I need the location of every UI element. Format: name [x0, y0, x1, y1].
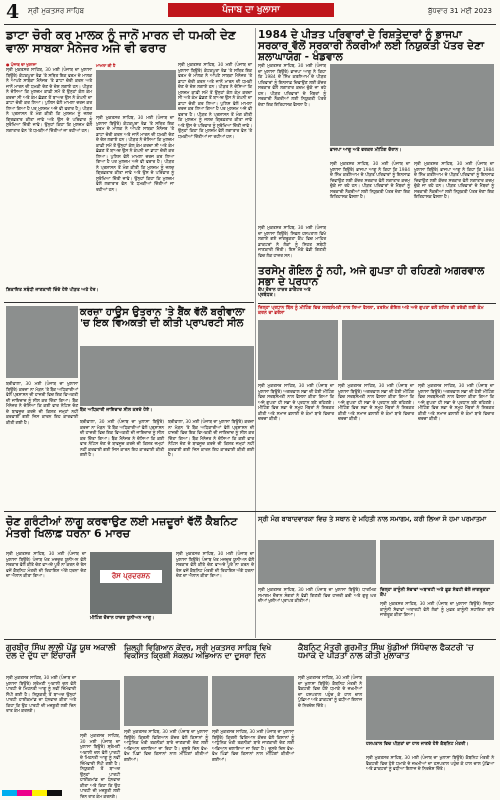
- story6-body-col2: ਸ੍ਰੀ ਮੁਕਤਸਰ ਸਾਹਿਬ, 30 ਮਈ (ਪੰਜਾਬ ਦਾ ਖੁਲਾਸਾ ਬਿਊਰੋ) ਪੰਜਾਬ ਖੇਤ ਮਜ਼ਦੂਰ ਯੂਨੀਅਨ ਵੱਲੋਂ ਸਰਕਾਰ ਵੱਲੋਂ ਕੀਤੇ ਚੋਣ ਵਾਅਦੇ ਪੂਰੇ ਨਾ ਕਰਨ ਦੇ ਰੋਸ ਵਜੋਂ ਕੈਬਨਿਟ ਮੰਤਰੀ ਦੀ ਰਿਹਾਇਸ਼ ਅੱਗੇ ਧਰਨਾ ਦੇਣ ਦਾ ਐਲਾਨ ਕੀਤਾ ਗਿਆ।: [176, 552, 254, 579]
- story5-subhead: ਜਿਲ੍ਹਾ ਪ੍ਰਧਾਨ ਬਿੱਲ ਨੂੰ ਮੀਟਿੰਗ ਵਿਚ ਸਰਬਸੰਮਤੀ ਨਾਲ ਲਿਆ ਫੈਸਲਾ, ਤਰਸੇਮ ਗੋਇਲ ਅਤੇ ਅਜੇ ਗੁਪਤਾ ਵਲੋਂ ਸ਼ਹਿਰ ਦੀ ਤਰੱਕੀ ਲਈ ਕੰਮ ਕਰਨ ਦਾ ਭਰੋਸਾ: [258, 306, 484, 317]
- top-rule: [4, 24, 496, 25]
- color-registration-bar: [2, 790, 62, 796]
- story5-photo-right: [342, 320, 494, 380]
- story3-caption: ਕੈਂਪ ਦੌਰਾਨ ਹਾਜ਼ਰ ਡਾਕਟਰ ਅਤੇ ਪ੍ਰਬੰਧਕ।: [258, 288, 311, 299]
- story7-portrait: [80, 680, 120, 730]
- story6-headline: ਚੋਣ ਗਰੰਟੀਆਂ ਲਾਗੂ ਕਰਵਾਉਣ ਲਈ ਮਜ਼ਦੂਰਾਂ ਵੱਲੋਂ ਕੈਬਨਿਟ ਮੰਤਰੀ ਖਿਲਾਫ਼ ਧਰਨਾ 6 ਮਾਰਚ: [6, 515, 238, 540]
- story5-photo-left: [258, 320, 338, 380]
- story8-body-col2: ਸ੍ਰੀ ਮੁਕਤਸਰ ਸਾਹਿਬ, 30 ਮਈ (ਪੰਜਾਬ ਦਾ ਖੁਲਾਸਾ ਬਿਊਰੋ) ਕ੍ਰਿਸ਼ੀ ਵਿਗਿਆਨ ਕੇਂਦਰ ਵੱਲੋਂ ਕਿਸਾਨਾਂ ਨੂੰ ਆਧੁਨਿਕ ਖੇਤੀ ਤਕਨੀਕਾਂ ਬਾਰੇ ਜਾਣਕਾਰੀ ਦੇਣ ਲਈ ਅਭਿਆਨ ਚਲਾਇਆ ਜਾ ਰਿਹਾ ਹੈ। ਦੂਸਰੇ ਦਿਨ ਵੱਖ-ਵੱਖ ਪਿੰਡਾਂ ਵਿਚ ਕਿਸਾਨਾਂ ਨਾਲ ਮੀਟਿੰਗਾਂ ਕੀਤੀਆਂ ਗਈਆਂ।: [212, 730, 294, 763]
- story4-body-col1: ਬਰੀਵਾਲਾ, 30 ਮਈ (ਪੰਜਾਬ ਦਾ ਖੁਲਾਸਾ ਬਿਊਰੋ) ਕਰਜ਼ਾ ਨਾ ਮੋੜਨ 'ਤੇ ਬੈਂਕ ਅਧਿਕਾਰੀਆਂ ਵੱਲੋਂ ਪ੍ਰਸ਼ਾਸਨ ਦੀ ਹਾਜ਼ਰੀ ਵਿਚ ਇਕ ਵਿਅਕਤੀ ਦੀ ਜਾਇਦਾਦ ਨੂੰ ਸੀਲ ਕਰ ਦਿੱਤਾ ਗਿਆ। ਬੈਂਕ ਮੈਨੇਜਰ ਨੇ ਦੱਸਿਆ ਕਿ ਕਈ ਵਾਰ ਨੋਟਿਸ ਦੇਣ ਦੇ ਬਾਵਜੂਦ ਕਰਜ਼ੇ ਦੀ ਕਿਸ਼ਤ ਜਮ੍ਹਾਂ ਨਹੀਂ ਕਰਵਾਈ ਗਈ ਜਿਸ ਕਾਰਨ ਇਹ ਕਾਰਵਾਈ ਕੀਤੀ ਗਈ ਹੈ।: [6, 382, 79, 426]
- story10-headline: ਜ਼ਿਲ੍ਹਾ ਕਾਨੂੰਨੀ ਸੇਵਾਵਾਂ ਅਥਾਰਟੀ ਅਤੇ ਫ਼ੂਡ ਸੇਫਟੀ ਵੱਲੋਂ ਜਾਗਰੂਕਤਾ ਕੈਂਪ: [380, 588, 490, 599]
- masthead: [0, 0, 500, 22]
- story4-headline: ਕਰਜ਼ਾ ਹਾਊਸ ਉਤਰਾਨ 'ਤੇ ਬੈਂਕ ਵੱਲੋਂ ਬਰੀਵਾਲਾ 'ਚ ਇਕ ਵਿਅਕਤੀ ਦੀ ਕੀਤੀ ਪ੍ਰਾਪਰਟੀ ਸੀਲ: [80, 307, 245, 329]
- story6-body-col1: ਸ੍ਰੀ ਮੁਕਤਸਰ ਸਾਹਿਬ, 30 ਮਈ (ਪੰਜਾਬ ਦਾ ਖੁਲਾਸਾ ਬਿਊਰੋ) ਪੰਜਾਬ ਖੇਤ ਮਜ਼ਦੂਰ ਯੂਨੀਅਨ ਵੱਲੋਂ ਸਰਕਾਰ ਵੱਲੋਂ ਕੀਤੇ ਚੋਣ ਵਾਅਦੇ ਪੂਰੇ ਨਾ ਕਰਨ ਦੇ ਰੋਸ ਵਜੋਂ ਕੈਬਨਿਟ ਮੰਤਰੀ ਦੀ ਰਿਹਾਇਸ਼ ਅੱਗੇ ਧਰਨਾ ਦੇਣ ਦਾ ਐਲਾਨ ਕੀਤਾ ਗਿਆ।: [6, 552, 86, 579]
- story4-body-col3: ਬਰੀਵਾਲਾ, 30 ਮਈ (ਪੰਜਾਬ ਦਾ ਖੁਲਾਸਾ ਬਿਊਰੋ) ਕਰਜ਼ਾ ਨਾ ਮੋੜਨ 'ਤੇ ਬੈਂਕ ਅਧਿਕਾਰੀਆਂ ਵੱਲੋਂ ਪ੍ਰਸ਼ਾਸਨ ਦੀ ਹਾਜ਼ਰੀ ਵਿਚ ਇਕ ਵਿਅਕਤੀ ਦੀ ਜਾਇਦਾਦ ਨੂੰ ਸੀਲ ਕਰ ਦਿੱਤਾ ਗਿਆ। ਬੈਂਕ ਮੈਨੇਜਰ ਨੇ ਦੱਸਿਆ ਕਿ ਕਈ ਵਾਰ ਨੋਟਿਸ ਦੇਣ ਦੇ ਬਾਵਜੂਦ ਕਰਜ਼ੇ ਦੀ ਕਿਸ਼ਤ ਜਮ੍ਹਾਂ ਨਹੀਂ ਕਰਵਾਈ ਗਈ ਜਿਸ ਕਾਰਨ ਇਹ ਕਾਰਵਾਈ ਕੀਤੀ ਗਈ ਹੈ।: [168, 420, 254, 458]
- paper-name: ਸ੍ਰੀ ਮੁਕਤਸਰ ਸਾਹਿਬ: [28, 7, 85, 15]
- story4-caption: ਬੈਂਕ ਅਧਿਕਾਰੀ ਜਾਇਦਾਦ ਸੀਲ ਕਰਦੇ ਹੋਏ।: [80, 408, 153, 413]
- story9-body-col2: ਸ੍ਰੀ ਮੁਕਤਸਰ ਸਾਹਿਬ, 30 ਮਈ (ਪੰਜਾਬ ਦਾ ਖੁਲਾਸਾ ਬਿਊਰੋ) ਕੈਬਨਿਟ ਮੰਤਰੀ ਨੇ ਫੈਕਟਰੀ ਵਿਚ ਹੋਏ ਧਮਾਕੇ ਦੇ ਜ਼ਖਮੀਆਂ ਦਾ ਹਸਪਤਾਲ ਪਹੁੰਚ ਕੇ ਹਾਲ ਚਾਲ ਪੁੱਛਿਆ ਅਤੇ ਡਾਕਟਰਾਂ ਨੂੰ ਵਧੀਆ ਇਲਾਜ ਦੇ ਨਿਰਦੇਸ਼ ਦਿੱਤੇ।: [366, 756, 494, 772]
- story1-body-col3: ਸ੍ਰੀ ਮੁਕਤਸਰ ਸਾਹਿਬ, 30 ਮਈ (ਪੰਜਾਬ ਦਾ ਖੁਲਾਸਾ ਬਿਊਰੋ) ਕੋਟਕਪੂਰਾ ਰੋਡ 'ਤੇ ਸਥਿਤ ਇਕ ਫਰਮ ਦੇ ਮਾਲਕ ਨੇ ਆਪਣੇ ਸਾਬਕਾ ਮੈਨੇਜਰ 'ਤੇ ਡਾਟਾ ਚੋਰੀ ਕਰਨ ਅਤੇ ਜਾਨੋਂ ਮਾਰਨ ਦੀ ਧਮਕੀ ਦੇਣ ਦੇ ਦੋਸ਼ ਲਗਾਏ ਹਨ। ਪੀੜਤ ਨੇ ਦੱਸਿਆ ਕਿ ਮੁਲਜ਼ਮ ਕਾਫ਼ੀ ਸਮੇਂ ਤੋਂ ਉਨ੍ਹਾਂ ਕੋਲ ਕੰਮ ਕਰਦਾ ਸੀ ਅਤੇ ਕੰਮ ਛੱਡਣ ਤੋਂ ਬਾਅਦ ਉਸ ਨੇ ਕੰਪਨੀ ਦਾ ਡਾਟਾ ਚੋਰੀ ਕਰ ਲਿਆ। ਪੁਲਿਸ ਵੱਲੋਂ ਮਾਮਲਾ ਦਰਜ ਕਰ ਲਿਆ ਗਿਆ ਹੈ ਪਰ ਮੁਲਜ਼ਮ ਅਜੇ ਵੀ ਫਰਾਰ ਹੈ। ਪੀੜਤ ਨੇ ਪ੍ਰਸ਼ਾਸਨ ਤੋਂ ਮੰਗ ਕੀਤੀ ਕਿ ਮੁਲਜ਼ਮ ਨੂੰ ਜਲਦ ਗ੍ਰਿਫ਼ਤਾਰ ਕੀਤਾ ਜਾਵੇ ਅਤੇ ਉਸ ਦੇ ਪਰਿਵਾਰ ਨੂੰ ਸੁਰੱਖਿਆ ਦਿੱਤੀ ਜਾਵੇ। ਉਨ੍ਹਾਂ ਕਿਹਾ ਕਿ ਮੁਲਜ਼ਮ ਵੱਲੋਂ ਲਗਾਤਾਰ ਫੋਨ 'ਤੇ ਧਮਕੀਆਂ ਦਿੱਤੀਆਂ ਜਾ ਰਹੀਆਂ ਹਨ।: [178, 63, 252, 140]
- story2-body-col3: ਸ੍ਰੀ ਮੁਕਤਸਰ ਸਾਹਿਬ, 30 ਮਈ (ਪੰਜਾਬ ਦਾ ਖੁਲਾਸਾ ਬਿਊਰੋ) ਭਾਜਪਾ ਆਗੂ ਨੇ ਕਿਹਾ ਕਿ 1984 ਦੇ ਸਿੱਖ ਕਤਲੇਆਮ ਦੇ ਪੀੜਤ ਪਰਿਵਾਰਾਂ ਨੂੰ ਇਨਸਾਫ਼ ਦਿਵਾਉਣ ਲਈ ਕੇਂਦਰ ਸਰਕਾਰ ਵੱਲੋਂ ਲਗਾਤਾਰ ਕਦਮ ਚੁੱਕੇ ਜਾ ਰਹੇ ਹਨ। ਪੀੜਤ ਪਰਿਵਾਰਾਂ ਦੇ ਮੈਂਬਰਾਂ ਨੂੰ ਸਰਕਾਰੀ ਨੌਕਰੀਆਂ ਲਈ ਨਿਯੁਕਤੀ ਪੱਤਰ ਦੇਣਾ ਇਕ ਇਤਿਹਾਸਕ ਫੈਸਲਾ ਹੈ।: [414, 162, 494, 200]
- story2-photo: [330, 64, 494, 146]
- section-banner: ਪੰਜਾਬ ਦਾ ਖੁਲਾਸਾ: [168, 3, 334, 17]
- story6-photo: [90, 552, 172, 614]
- story3-body: ਸ੍ਰੀ ਮੁਕਤਸਰ ਸਾਹਿਬ, 30 ਮਈ (ਪੰਜਾਬ ਦਾ ਖੁਲਾਸਾ ਬਿਊਰੋ) ਸਿਵਲ ਹਸਪਤਾਲ ਵਿਖੇ ਲਗਾਏ ਗਏ ਜਾਗਰੂਕਤਾ ਕੈਂਪ ਵਿਚ ਮਾਹਿਰ ਡਾਕਟਰਾਂ ਨੇ ਲੋਕਾਂ ਨੂੰ ਸਿਹਤ ਸਬੰਧੀ ਜਾਣਕਾਰੀ ਦਿੱਤੀ। ਇਸ ਮੌਕੇ ਵੱਡੀ ਗਿਣਤੀ ਵਿਚ ਲੋਕ ਹਾਜ਼ਰ ਸਨ।: [258, 226, 326, 259]
- rule-left-1: [4, 302, 254, 303]
- story4-body-col2: ਬਰੀਵਾਲਾ, 30 ਮਈ (ਪੰਜਾਬ ਦਾ ਖੁਲਾਸਾ ਬਿਊਰੋ) ਕਰਜ਼ਾ ਨਾ ਮੋੜਨ 'ਤੇ ਬੈਂਕ ਅਧਿਕਾਰੀਆਂ ਵੱਲੋਂ ਪ੍ਰਸ਼ਾਸਨ ਦੀ ਹਾਜ਼ਰੀ ਵਿਚ ਇਕ ਵਿਅਕਤੀ ਦੀ ਜਾਇਦਾਦ ਨੂੰ ਸੀਲ ਕਰ ਦਿੱਤਾ ਗਿਆ। ਬੈਂਕ ਮੈਨੇਜਰ ਨੇ ਦੱਸਿਆ ਕਿ ਕਈ ਵਾਰ ਨੋਟਿਸ ਦੇਣ ਦੇ ਬਾਵਜੂਦ ਕਰਜ਼ੇ ਦੀ ਕਿਸ਼ਤ ਜਮ੍ਹਾਂ ਨਹੀਂ ਕਰਵਾਈ ਗਈ ਜਿਸ ਕਾਰਨ ਇਹ ਕਾਰਵਾਈ ਕੀਤੀ ਗਈ ਹੈ।: [80, 420, 164, 458]
- story10-photo: [380, 540, 494, 584]
- story11-photo: [258, 540, 376, 584]
- story5-body-col1: ਸ੍ਰੀ ਮੁਕਤਸਰ ਸਾਹਿਬ, 30 ਮਈ (ਪੰਜਾਬ ਦਾ ਖੁਲਾਸਾ ਬਿਊਰੋ) ਅਗਰਵਾਲ ਸਭਾ ਦੀ ਹੋਈ ਮੀਟਿੰਗ ਵਿਚ ਸਰਬਸੰਮਤੀ ਨਾਲ ਫੈਸਲਾ ਕੀਤਾ ਗਿਆ ਕਿ ਅਜੇ ਗੁਪਤਾ ਹੀ ਸਭਾ ਦੇ ਪ੍ਰਧਾਨ ਬਣੇ ਰਹਿਣਗੇ। ਮੀਟਿੰਗ ਵਿਚ ਸਭਾ ਦੇ ਸਮੂਹ ਮੈਂਬਰਾਂ ਨੇ ਸ਼ਿਰਕਤ ਕੀਤੀ ਅਤੇ ਸਮਾਜ ਭਲਾਈ ਦੇ ਕੰਮਾਂ ਬਾਰੇ ਵਿਚਾਰ ਚਰਚਾ ਕੀਤੀ।: [258, 384, 334, 422]
- story9-caption: ਹਸਪਤਾਲ ਵਿਚ ਪੀੜਤਾਂ ਦਾ ਹਾਲ ਜਾਣਦੇ ਹੋਏ ਕੈਬਨਿਟ ਮੰਤਰੀ।: [366, 742, 469, 747]
- story2-caption: ਭਾਜਪਾ ਆਗੂ ਅਤੇ ਵਰਕਰ ਮੀਟਿੰਗ ਦੌਰਾਨ।: [330, 148, 402, 153]
- story2-headline: 1984 ਦੇ ਪੀੜਤ ਪਰਿਵਾਰਾਂ ਦੇ ਰਿਸ਼ਤੇਦਾਰਾਂ ਨੂੰ ਭਾਜਪਾ ਸਰਕਾਰ ਵੱਲੋਂ ਸਰਕਾਰੀ ਨੌਕਰੀਆਂ ਲਈ ਨਿਯੁਕਤੀ ਪੱਤਰ ਦੇਣਾ ਸ਼ਲਾਘਾਯੋਗ - ਖੰਡਵਾਲ: [258, 29, 484, 64]
- story11-headline: ਸ੍ਰੀ ਮੰਗ ਬਾਬਾਦਵਾਰਕਾ ਵਿਚ ਤੇ ਸਥਾਨ ਦੇ ਮਹਿਤੀ ਨਾਲ ਸਮਾਗਮ, ਕਰੀ ਲਿਆ ਸੋ ਹਮਾ ਪਰਮਾਤਮਾ: [258, 515, 487, 523]
- story8-photo-1: [124, 676, 208, 726]
- issue-date: ਬੁੱਧਵਾਰ 31 ਮਈ 2023: [427, 7, 492, 15]
- page-number: 4: [6, 1, 20, 23]
- rule-middle: [4, 511, 496, 512]
- story5-body-col3: ਸ੍ਰੀ ਮੁਕਤਸਰ ਸਾਹਿਬ, 30 ਮਈ (ਪੰਜਾਬ ਦਾ ਖੁਲਾਸਾ ਬਿਊਰੋ) ਅਗਰਵਾਲ ਸਭਾ ਦੀ ਹੋਈ ਮੀਟਿੰਗ ਵਿਚ ਸਰਬਸੰਮਤੀ ਨਾਲ ਫੈਸਲਾ ਕੀਤਾ ਗਿਆ ਕਿ ਅਜੇ ਗੁਪਤਾ ਹੀ ਸਭਾ ਦੇ ਪ੍ਰਧਾਨ ਬਣੇ ਰਹਿਣਗੇ। ਮੀਟਿੰਗ ਵਿਚ ਸਭਾ ਦੇ ਸਮੂਹ ਮੈਂਬਰਾਂ ਨੇ ਸ਼ਿਰਕਤ ਕੀਤੀ ਅਤੇ ਸਮਾਜ ਭਲਾਈ ਦੇ ਕੰਮਾਂ ਬਾਰੇ ਵਿਚਾਰ ਚਰਚਾ ਕੀਤੀ।: [418, 384, 494, 422]
- story7-body: ਸ੍ਰੀ ਮੁਕਤਸਰ ਸਾਹਿਬ, 30 ਮਈ (ਪੰਜਾਬ ਦਾ ਖੁਲਾਸਾ ਬਿਊਰੋ) ਸ਼੍ਰੋਮਣੀ ਅਕਾਲੀ ਦਲ ਵੱਲੋਂ ਪਾਰਟੀ ਦੇ ਮਿਹਨਤੀ ਆਗੂ ਨੂੰ ਨਵੀਂ ਜ਼ਿੰਮੇਵਾਰੀ ਸੌਂਪੀ ਗਈ ਹੈ। ਨਿਯੁਕਤੀ ਤੋਂ ਬਾਅਦ ਉਨ੍ਹਾਂ ਪਾਰਟੀ ਹਾਈਕਮਾਂਡ ਦਾ ਧੰਨਵਾਦ ਕੀਤਾ ਅਤੇ ਕਿਹਾ ਕਿ ਉਹ ਪਾਰਟੀ ਦੀ ਮਜ਼ਬੂਤੀ ਲਈ ਦਿਨ ਰਾਤ ਕੰਮ ਕਰਨਗੇ।: [6, 676, 76, 714]
- story7-body-col2: ਸ੍ਰੀ ਮੁਕਤਸਰ ਸਾਹਿਬ, 30 ਮਈ (ਪੰਜਾਬ ਦਾ ਖੁਲਾਸਾ ਬਿਊਰੋ) ਸ਼੍ਰੋਮਣੀ ਅਕਾਲੀ ਦਲ ਵੱਲੋਂ ਪਾਰਟੀ ਦੇ ਮਿਹਨਤੀ ਆਗੂ ਨੂੰ ਨਵੀਂ ਜ਼ਿੰਮੇਵਾਰੀ ਸੌਂਪੀ ਗਈ ਹੈ। ਨਿਯੁਕਤੀ ਤੋਂ ਬਾਅਦ ਉਨ੍ਹਾਂ ਪਾਰਟੀ ਹਾਈਕਮਾਂਡ ਦਾ ਧੰਨਵਾਦ ਕੀਤਾ ਅਤੇ ਕਿਹਾ ਕਿ ਉਹ ਪਾਰਟੀ ਦੀ ਮਜ਼ਬੂਤੀ ਲਈ ਦਿਨ ਰਾਤ ਕੰਮ ਕਰਨਗੇ।: [80, 734, 120, 800]
- rule-lower: [4, 639, 496, 640]
- story6-caption: ਮੀਟਿੰਗ ਦੌਰਾਨ ਹਾਜ਼ਰ ਯੂਨੀਅਨ ਆਗੂ।: [90, 616, 155, 621]
- story9-headline: ਕੈਬਨਿਟ ਮੰਤਰੀ ਗੁਰਮੀਤ ਸਿੰਘ ਖੁੱਡੀਆਂ ਸਿੱਧੋਵਾਲ ਫੈਕਟਰੀ 'ਚ ਧਮਾਕੇ ਦੇ ਪੀੜਤਾਂ ਨਾਲ ਕੀਤੀ ਮੁਲਾਕਾਤ: [298, 643, 474, 661]
- story1-tag: ● ਪੰਜਾਬ ਦਾ ਖੁਲਾਸਾ: [6, 62, 37, 67]
- story4-photo: [80, 346, 254, 406]
- story7-headline: ਗੁਰਬੀਰ ਸਿੰਘ ਲਾਲੀ ਪੇਂਡੂ ਯੂਥ ਅਕਾਲੀ ਦਲ ਦੇ ਦੁੱਧ ਦਾ ਇੰਚਾਰਜ: [6, 643, 116, 661]
- story1-body-col1: ਸ੍ਰੀ ਮੁਕਤਸਰ ਸਾਹਿਬ, 30 ਮਈ (ਪੰਜਾਬ ਦਾ ਖੁਲਾਸਾ ਬਿਊਰੋ) ਕੋਟਕਪੂਰਾ ਰੋਡ 'ਤੇ ਸਥਿਤ ਇਕ ਫਰਮ ਦੇ ਮਾਲਕ ਨੇ ਆਪਣੇ ਸਾਬਕਾ ਮੈਨੇਜਰ 'ਤੇ ਡਾਟਾ ਚੋਰੀ ਕਰਨ ਅਤੇ ਜਾਨੋਂ ਮਾਰਨ ਦੀ ਧਮਕੀ ਦੇਣ ਦੇ ਦੋਸ਼ ਲਗਾਏ ਹਨ। ਪੀੜਤ ਨੇ ਦੱਸਿਆ ਕਿ ਮੁਲਜ਼ਮ ਕਾਫ਼ੀ ਸਮੇਂ ਤੋਂ ਉਨ੍ਹਾਂ ਕੋਲ ਕੰਮ ਕਰਦਾ ਸੀ ਅਤੇ ਕੰਮ ਛੱਡਣ ਤੋਂ ਬਾਅਦ ਉਸ ਨੇ ਕੰਪਨੀ ਦਾ ਡਾਟਾ ਚੋਰੀ ਕਰ ਲਿਆ। ਪੁਲਿਸ ਵੱਲੋਂ ਮਾਮਲਾ ਦਰਜ ਕਰ ਲਿਆ ਗਿਆ ਹੈ ਪਰ ਮੁਲਜ਼ਮ ਅਜੇ ਵੀ ਫਰਾਰ ਹੈ। ਪੀੜਤ ਨੇ ਪ੍ਰਸ਼ਾਸਨ ਤੋਂ ਮੰਗ ਕੀਤੀ ਕਿ ਮੁਲਜ਼ਮ ਨੂੰ ਜਲਦ ਗ੍ਰਿਫ਼ਤਾਰ ਕੀਤਾ ਜਾਵੇ ਅਤੇ ਉਸ ਦੇ ਪਰਿਵਾਰ ਨੂੰ ਸੁਰੱਖਿਆ ਦਿੱਤੀ ਜਾਵੇ। ਉਨ੍ਹਾਂ ਕਿਹਾ ਕਿ ਮੁਲਜ਼ਮ ਵੱਲੋਂ ਲਗਾਤਾਰ ਫੋਨ 'ਤੇ ਧਮਕੀਆਂ ਦਿੱਤੀਆਂ ਜਾ ਰਹੀਆਂ ਹਨ।: [6, 68, 92, 134]
- story2-body-col1: ਸ੍ਰੀ ਮੁਕਤਸਰ ਸਾਹਿਬ, 30 ਮਈ (ਪੰਜਾਬ ਦਾ ਖੁਲਾਸਾ ਬਿਊਰੋ) ਭਾਜਪਾ ਆਗੂ ਨੇ ਕਿਹਾ ਕਿ 1984 ਦੇ ਸਿੱਖ ਕਤਲੇਆਮ ਦੇ ਪੀੜਤ ਪਰਿਵਾਰਾਂ ਨੂੰ ਇਨਸਾਫ਼ ਦਿਵਾਉਣ ਲਈ ਕੇਂਦਰ ਸਰਕਾਰ ਵੱਲੋਂ ਲਗਾਤਾਰ ਕਦਮ ਚੁੱਕੇ ਜਾ ਰਹੇ ਹਨ। ਪੀੜਤ ਪਰਿਵਾਰਾਂ ਦੇ ਮੈਂਬਰਾਂ ਨੂੰ ਸਰਕਾਰੀ ਨੌਕਰੀਆਂ ਲਈ ਨਿਯੁਕਤੀ ਪੱਤਰ ਦੇਣਾ ਇਕ ਇਤਿਹਾਸਕ ਫੈਸਲਾ ਹੈ।: [258, 64, 326, 108]
- column-divider: [255, 28, 256, 638]
- story1-col2: [96, 63, 176, 113]
- story1-photo: [96, 70, 176, 110]
- story10-body: ਸ੍ਰੀ ਮੁਕਤਸਰ ਸਾਹਿਬ, 30 ਮਈ (ਪੰਜਾਬ ਦਾ ਖੁਲਾਸਾ ਬਿਊਰੋ) ਜ਼ਿਲ੍ਹਾ ਕਾਨੂੰਨੀ ਸੇਵਾਵਾਂ ਅਥਾਰਟੀ ਵੱਲੋਂ ਲੋਕਾਂ ਨੂੰ ਮੁਫ਼ਤ ਕਾਨੂੰਨੀ ਸਹਾਇਤਾ ਬਾਰੇ ਜਾਗਰੂਕ ਕੀਤਾ ਗਿਆ।: [380, 602, 494, 618]
- story6-banner-text: ਰੋਸ ਪ੍ਰਦਰਸ਼ਨ: [100, 570, 162, 583]
- story8-body-col1: ਸ੍ਰੀ ਮੁਕਤਸਰ ਸਾਹਿਬ, 30 ਮਈ (ਪੰਜਾਬ ਦਾ ਖੁਲਾਸਾ ਬਿਊਰੋ) ਕ੍ਰਿਸ਼ੀ ਵਿਗਿਆਨ ਕੇਂਦਰ ਵੱਲੋਂ ਕਿਸਾਨਾਂ ਨੂੰ ਆਧੁਨਿਕ ਖੇਤੀ ਤਕਨੀਕਾਂ ਬਾਰੇ ਜਾਣਕਾਰੀ ਦੇਣ ਲਈ ਅਭਿਆਨ ਚਲਾਇਆ ਜਾ ਰਿਹਾ ਹੈ। ਦੂਸਰੇ ਦਿਨ ਵੱਖ-ਵੱਖ ਪਿੰਡਾਂ ਵਿਚ ਕਿਸਾਨਾਂ ਨਾਲ ਮੀਟਿੰਗਾਂ ਕੀਤੀਆਂ ਗਈਆਂ।: [124, 730, 208, 763]
- story8-photo-2: [212, 676, 294, 726]
- story1-col2-heading: ਮਾਮਲਾ ਕੀ ਹੈ: [96, 63, 116, 68]
- story9-body: ਸ੍ਰੀ ਮੁਕਤਸਰ ਸਾਹਿਬ, 30 ਮਈ (ਪੰਜਾਬ ਦਾ ਖੁਲਾਸਾ ਬਿਊਰੋ) ਕੈਬਨਿਟ ਮੰਤਰੀ ਨੇ ਫੈਕਟਰੀ ਵਿਚ ਹੋਏ ਧਮਾਕੇ ਦੇ ਜ਼ਖਮੀਆਂ ਦਾ ਹਸਪਤਾਲ ਪਹੁੰਚ ਕੇ ਹਾਲ ਚਾਲ ਪੁੱਛਿਆ ਅਤੇ ਡਾਕਟਰਾਂ ਨੂੰ ਵਧੀਆ ਇਲਾਜ ਦੇ ਨਿਰਦੇਸ਼ ਦਿੱਤੇ।: [298, 676, 362, 709]
- story1-caption: ਸ਼ਿਕਾਇਤ ਸਬੰਧੀ ਜਾਣਕਾਰੀ ਦਿੰਦੇ ਹੋਏ ਪੀੜਤ ਅਤੇ ਹੋਰ।: [6, 288, 99, 293]
- story1-headline: ਡਾਟਾ ਚੋਰੀ ਕਰ ਮਾਲਕ ਨੂੰ ਜਾਨੋਂ ਮਾਰਨ ਦੀ ਧਮਕੀ ਦੇਣ ਵਾਲਾ ਸਾਬਕਾ ਮੈਨੇਜਰ ਅਜੇ ਵੀ ਫਰਾਰ: [6, 28, 236, 55]
- story5-headline: ਤਰਸੇਮ ਗੋਇਲ ਨੂੰ ਨਹੀ, ਅਜੇ ਗੁਪਤਾ ਹੀ ਰਹਿਣਗੇ ਅਗਰਵਾਲ ਸਭਾ ਦੇ ਪ੍ਰਧਾਨ: [258, 265, 485, 289]
- story8-headline: ਜ਼ਿਲ੍ਹੀ ਵਿਗਿਆਨ ਕੇਂਦਰ, ਸ੍ਰੀ ਮੁਕਤਸਰ ਸਾਹਿਬ ਵਿਖੇ ਵਿਕਸਿਤ ਕ੍ਰਿਸ਼ੀ ਸੰਕਲਪ ਅਭਿਆਨ ਦਾ ਦੂਸਰਾ ਦਿਨ: [124, 643, 272, 660]
- story2-body-col2: ਸ੍ਰੀ ਮੁਕਤਸਰ ਸਾਹਿਬ, 30 ਮਈ (ਪੰਜਾਬ ਦਾ ਖੁਲਾਸਾ ਬਿਊਰੋ) ਭਾਜਪਾ ਆਗੂ ਨੇ ਕਿਹਾ ਕਿ 1984 ਦੇ ਸਿੱਖ ਕਤਲੇਆਮ ਦੇ ਪੀੜਤ ਪਰਿਵਾਰਾਂ ਨੂੰ ਇਨਸਾਫ਼ ਦਿਵਾਉਣ ਲਈ ਕੇਂਦਰ ਸਰਕਾਰ ਵੱਲੋਂ ਲਗਾਤਾਰ ਕਦਮ ਚੁੱਕੇ ਜਾ ਰਹੇ ਹਨ। ਪੀੜਤ ਪਰਿਵਾਰਾਂ ਦੇ ਮੈਂਬਰਾਂ ਨੂੰ ਸਰਕਾਰੀ ਨੌਕਰੀਆਂ ਲਈ ਨਿਯੁਕਤੀ ਪੱਤਰ ਦੇਣਾ ਇਕ ਇਤਿਹਾਸਕ ਫੈਸਲਾ ਹੈ।: [330, 162, 410, 200]
- story1-body-col2: ਸ੍ਰੀ ਮੁਕਤਸਰ ਸਾਹਿਬ, 30 ਮਈ (ਪੰਜਾਬ ਦਾ ਖੁਲਾਸਾ ਬਿਊਰੋ) ਕੋਟਕਪੂਰਾ ਰੋਡ 'ਤੇ ਸਥਿਤ ਇਕ ਫਰਮ ਦੇ ਮਾਲਕ ਨੇ ਆਪਣੇ ਸਾਬਕਾ ਮੈਨੇਜਰ 'ਤੇ ਡਾਟਾ ਚੋਰੀ ਕਰਨ ਅਤੇ ਜਾਨੋਂ ਮਾਰਨ ਦੀ ਧਮਕੀ ਦੇਣ ਦੇ ਦੋਸ਼ ਲਗਾਏ ਹਨ। ਪੀੜਤ ਨੇ ਦੱਸਿਆ ਕਿ ਮੁਲਜ਼ਮ ਕਾਫ਼ੀ ਸਮੇਂ ਤੋਂ ਉਨ੍ਹਾਂ ਕੋਲ ਕੰਮ ਕਰਦਾ ਸੀ ਅਤੇ ਕੰਮ ਛੱਡਣ ਤੋਂ ਬਾਅਦ ਉਸ ਨੇ ਕੰਪਨੀ ਦਾ ਡਾਟਾ ਚੋਰੀ ਕਰ ਲਿਆ। ਪੁਲਿਸ ਵੱਲੋਂ ਮਾਮਲਾ ਦਰਜ ਕਰ ਲਿਆ ਗਿਆ ਹੈ ਪਰ ਮੁਲਜ਼ਮ ਅਜੇ ਵੀ ਫਰਾਰ ਹੈ। ਪੀੜਤ ਨੇ ਪ੍ਰਸ਼ਾਸਨ ਤੋਂ ਮੰਗ ਕੀਤੀ ਕਿ ਮੁਲਜ਼ਮ ਨੂੰ ਜਲਦ ਗ੍ਰਿਫ਼ਤਾਰ ਕੀਤਾ ਜਾਵੇ ਅਤੇ ਉਸ ਦੇ ਪਰਿਵਾਰ ਨੂੰ ਸੁਰੱਖਿਆ ਦਿੱਤੀ ਜਾਵੇ। ਉਨ੍ਹਾਂ ਕਿਹਾ ਕਿ ਮੁਲਜ਼ਮ ਵੱਲੋਂ ਲਗਾਤਾਰ ਫੋਨ 'ਤੇ ਧਮਕੀਆਂ ਦਿੱਤੀਆਂ ਜਾ ਰਹੀਆਂ ਹਨ।: [96, 116, 174, 193]
- story4-side-photo: [6, 306, 78, 378]
- story11-body: ਸ੍ਰੀ ਮੁਕਤਸਰ ਸਾਹਿਬ, 30 ਮਈ (ਪੰਜਾਬ ਦਾ ਖੁਲਾਸਾ ਬਿਊਰੋ) ਧਾਰਮਿਕ ਸਮਾਗਮ ਦੌਰਾਨ ਸੰਗਤਾਂ ਨੇ ਵੱਡੀ ਗਿਣਤੀ ਵਿਚ ਹਾਜ਼ਰੀ ਭਰੀ ਅਤੇ ਗੁਰੂ ਘਰ ਦੀਆਂ ਖੁਸ਼ੀਆਂ ਪ੍ਰਾਪਤ ਕੀਤੀਆਂ।: [258, 588, 376, 604]
- rule-right-1: [258, 303, 496, 304]
- story5-body-col2: ਸ੍ਰੀ ਮੁਕਤਸਰ ਸਾਹਿਬ, 30 ਮਈ (ਪੰਜਾਬ ਦਾ ਖੁਲਾਸਾ ਬਿਊਰੋ) ਅਗਰਵਾਲ ਸਭਾ ਦੀ ਹੋਈ ਮੀਟਿੰਗ ਵਿਚ ਸਰਬਸੰਮਤੀ ਨਾਲ ਫੈਸਲਾ ਕੀਤਾ ਗਿਆ ਕਿ ਅਜੇ ਗੁਪਤਾ ਹੀ ਸਭਾ ਦੇ ਪ੍ਰਧਾਨ ਬਣੇ ਰਹਿਣਗੇ। ਮੀਟਿੰਗ ਵਿਚ ਸਭਾ ਦੇ ਸਮੂਹ ਮੈਂਬਰਾਂ ਨੇ ਸ਼ਿਰਕਤ ਕੀਤੀ ਅਤੇ ਸਮਾਜ ਭਲਾਈ ਦੇ ਕੰਮਾਂ ਬਾਰੇ ਵਿਚਾਰ ਚਰਚਾ ਕੀਤੀ।: [338, 384, 414, 422]
- story9-photo: [366, 676, 494, 740]
